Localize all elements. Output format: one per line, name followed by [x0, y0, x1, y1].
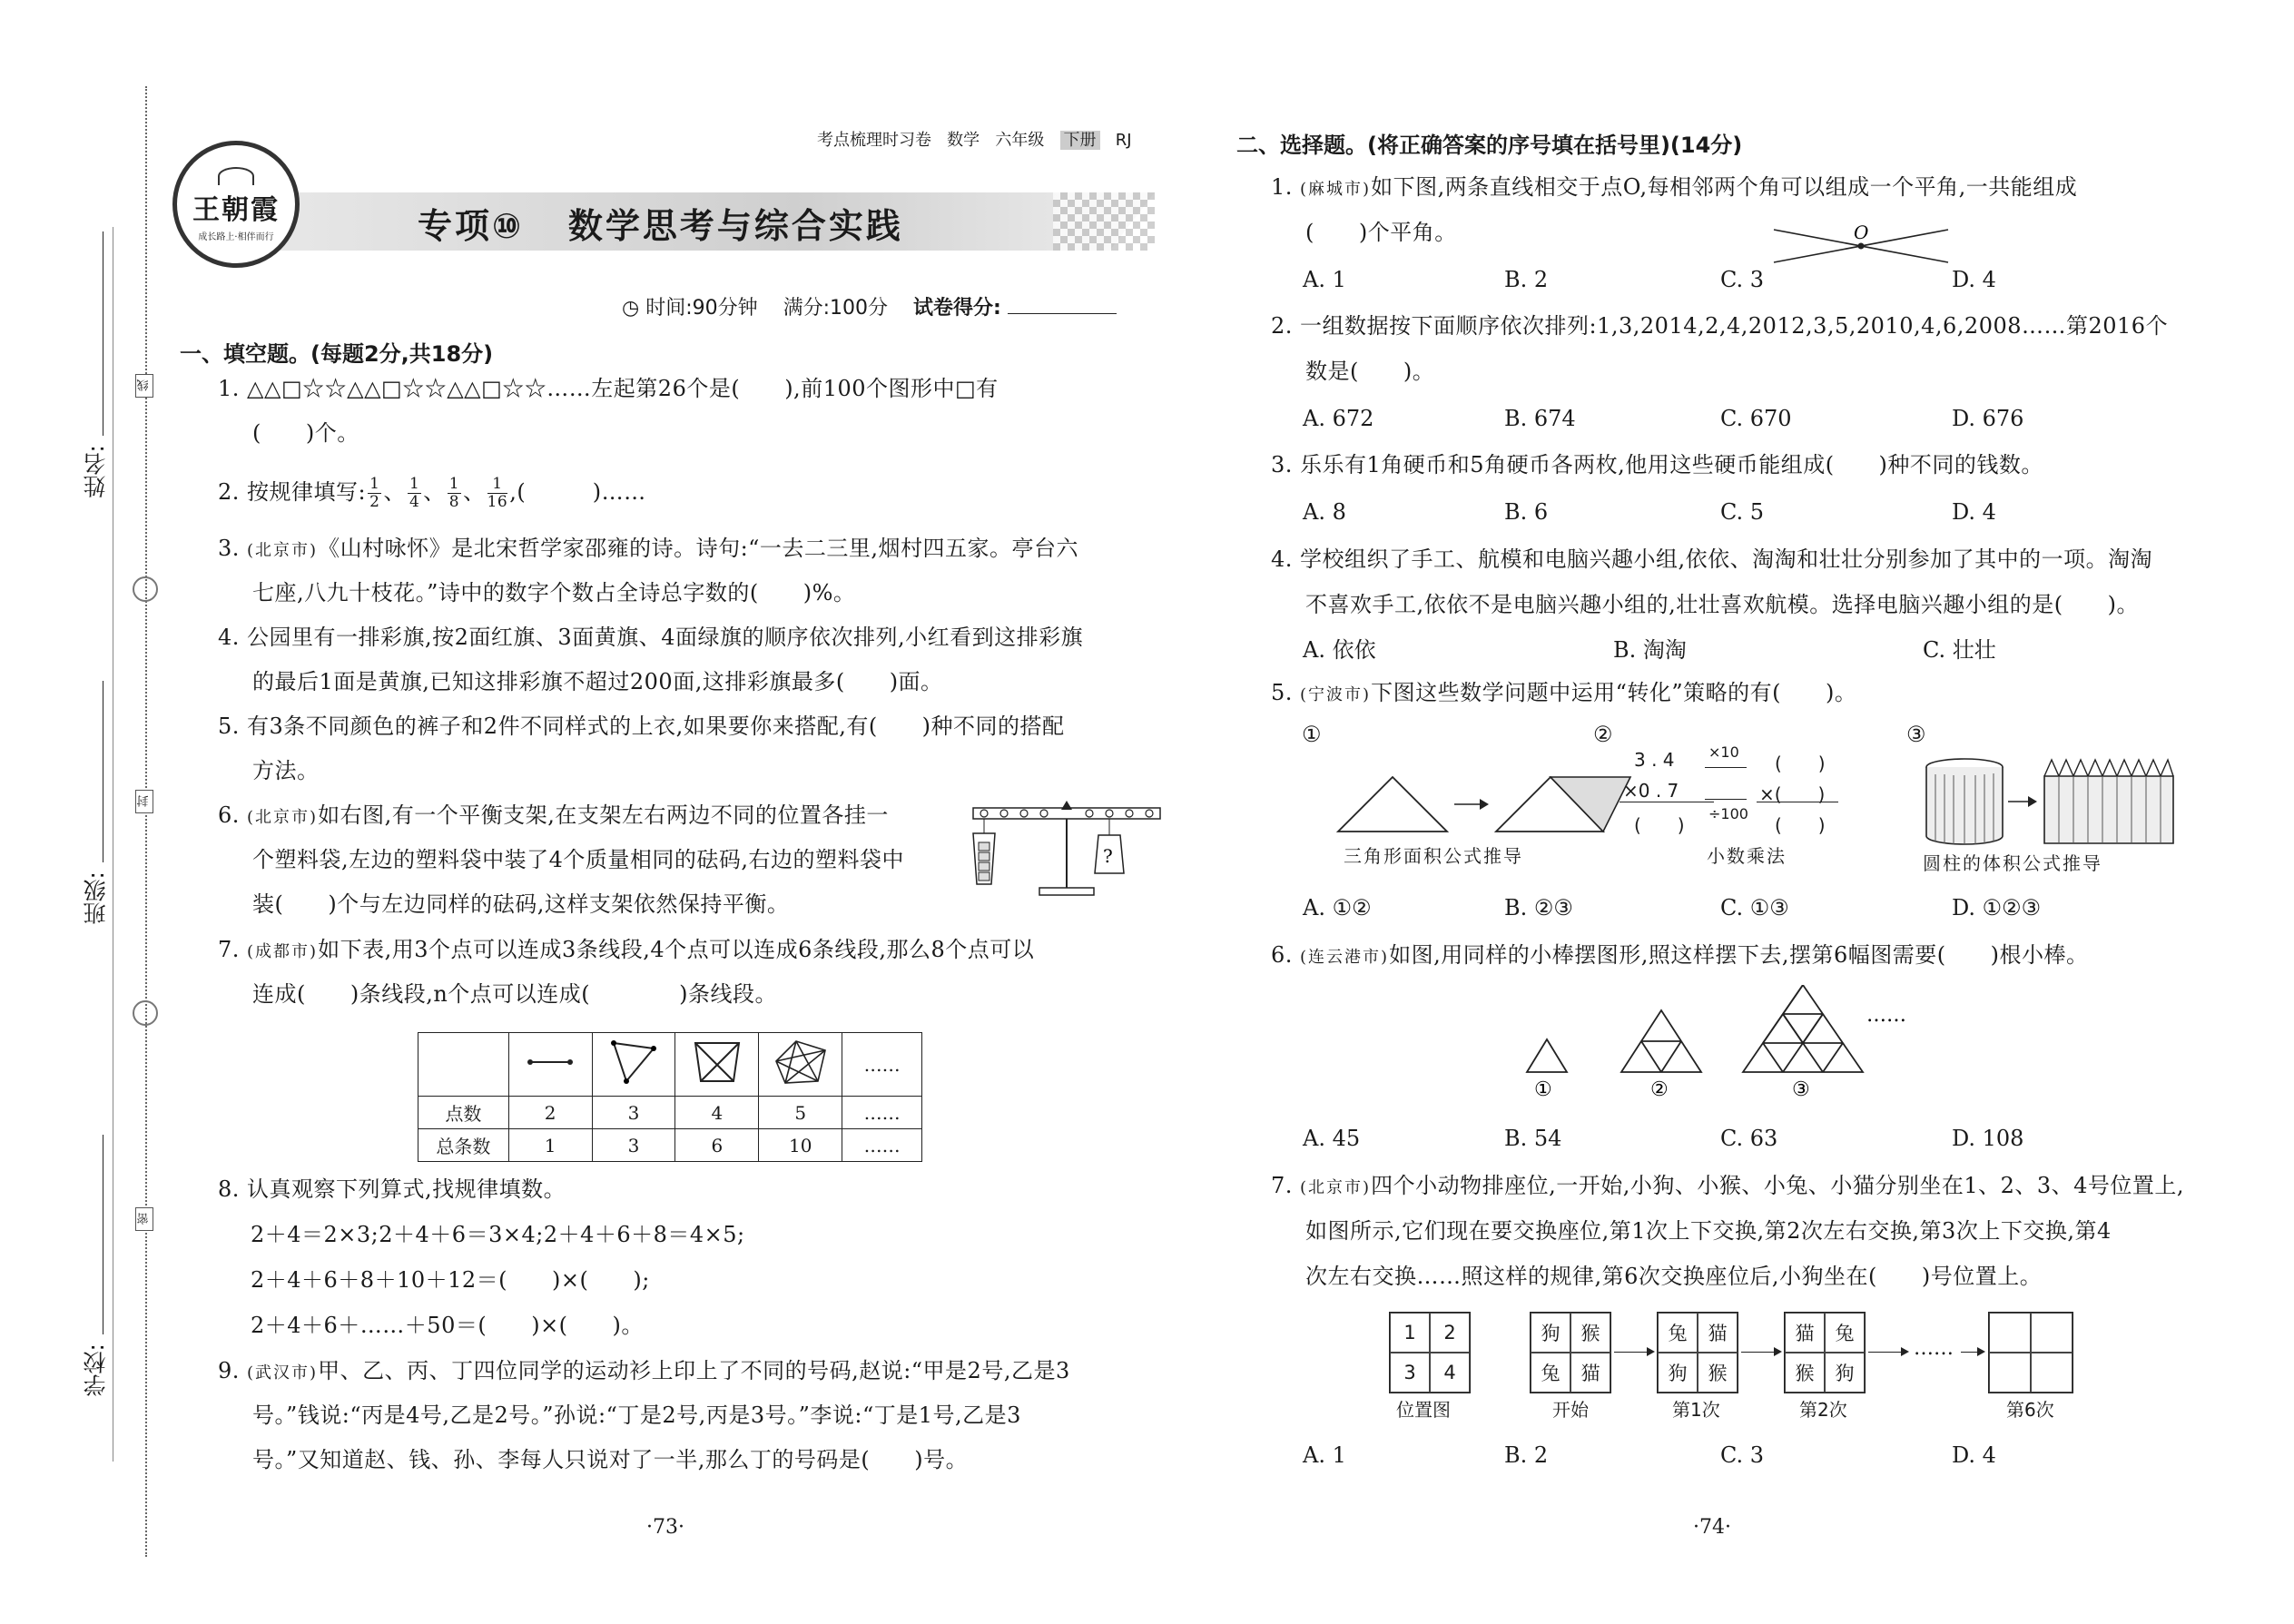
fig7-more: ……	[1914, 1337, 1954, 1360]
cut-mark-line: 线	[135, 374, 153, 398]
l-q2-suffix: ,( )……	[509, 479, 646, 505]
fig6-num-3: ③	[1792, 1078, 1810, 1101]
fig5-caption-1: 三角形面积公式推导	[1344, 845, 1523, 867]
l-q9-line1: 9. (武汉市)甲、乙、丙、丁四位同学的运动衫上印上了不同的号码,赵说:“甲是2号,乙是3	[218, 1358, 1070, 1383]
r-q5-opt-d[interactable]: D. ①②③	[1952, 895, 2042, 920]
r-q4-line1: 4. 学校组织了手工、航模和电脑兴趣小组,依依、淘淘和壮壮分别参加了其中的一项。淘淘	[1271, 546, 2153, 572]
table-row: 点数 2 3 4 5 ……	[418, 1097, 922, 1129]
logo-text: 王朝霞	[192, 193, 280, 226]
subject: 数学	[947, 131, 980, 150]
r-q3-opt-c[interactable]: C. 5	[1720, 499, 1765, 525]
transform-strategy-figure	[1298, 722, 2102, 876]
full-score: 满分:100分	[783, 297, 889, 320]
r-q1-opt-c[interactable]: C. 3	[1720, 267, 1765, 292]
r-q7-line3: 次左右交换……照这样的规律,第6次交换座位后,小狗坐在( )号位置上。	[1305, 1264, 2043, 1289]
l-q3-source: (北京市)	[247, 541, 319, 560]
r-q2-line2: 数是( )。	[1305, 359, 1435, 384]
r-q1-line1: 1. (麻城市)如下图,两条直线相交于点O,每相邻两个角可以组成一个平角,一共能组成	[1271, 174, 2078, 200]
arrow-icon	[1614, 1352, 1650, 1353]
l-q6-line3: 装( )个与左边同样的砝码,这样支架依然保持平衡。	[252, 891, 790, 917]
logo-sub-right: 相伴而行	[237, 231, 274, 242]
fig5-caption-3: 圆柱的体积公式推导	[1923, 852, 2102, 874]
r-q6-line1: 6. (连云港市)如图,用同样的小棒摆图形,照这样摆下去,摆第6幅图需要( )根小棒。	[1271, 942, 2089, 968]
fig5-num-1: ①	[1302, 722, 1322, 747]
binding-dotted-line	[145, 86, 147, 1557]
binding-ornament-1	[133, 576, 158, 602]
seat-swap-figure	[1389, 1312, 2079, 1421]
row-label-lines: 总条数	[418, 1129, 509, 1162]
frac-3: $\frac{1}{8}$	[448, 475, 460, 511]
binding-ornament-2	[133, 1000, 158, 1026]
l-q3-line1: 3. (北京市)《山村咏怀》是北宋哲学家邵雍的诗。诗句:“一去二三里,烟村四五家。亭台六	[218, 536, 1079, 561]
grid-step1: 兔 猫 狗 猴	[1657, 1312, 1738, 1393]
clock-icon: ◷	[622, 297, 640, 320]
topic-name: 数学思考与综合实践	[567, 206, 903, 246]
l-q4-line2: 的最后1面是黄旗,已知这排彩旗不超过200面,这排彩旗最多( )面。	[252, 669, 943, 694]
l-q9-line2: 号。”钱说:“丙是4号,乙是2号。”孙说:“丁是2号,丙是3号。”李说:“丁是1号,乙是3	[252, 1403, 1021, 1428]
table-row	[418, 1033, 922, 1097]
l-q8: 8. 认真观察下列算式,找规律填数。	[218, 1176, 566, 1202]
r-q1-opt-d[interactable]: D. 4	[1952, 267, 1996, 292]
r-q5-opt-a[interactable]: A. ①②	[1303, 895, 1372, 920]
grid-step6[interactable]	[1988, 1312, 2073, 1393]
class-label: 班级:	[83, 871, 109, 925]
r-q6-opt-b[interactable]: B. 54	[1504, 1126, 1562, 1151]
r-q2-opt-d[interactable]: D. 676	[1952, 406, 2024, 431]
decimal-mult-figure: 3 . 4 ×10 ( ) ×0 . 7 ×( ) ÷100 ( ) ( )	[1607, 749, 1843, 840]
volume: 下册	[1060, 131, 1100, 150]
frac-4: $\frac{1}{16}$	[487, 475, 508, 511]
l-q6-line1: 6. (北京市)如右图,有一个平衡支架,在支架左右两边不同的位置各挂一	[218, 802, 889, 828]
grade: 六年级	[995, 131, 1045, 150]
r-q6-source: (连云港市)	[1300, 948, 1390, 967]
l-q7-line1: 7. (成都市)如下表,用3个点可以连成3条线段,4个点可以连成6条线段,那么8个点可以	[218, 937, 1035, 962]
label-position: 位置图	[1396, 1399, 1451, 1421]
r-q2-opt-b[interactable]: B. 674	[1504, 406, 1576, 431]
l-q8-b: 2＋4＋6＋8＋10＋12＝( )×( );	[251, 1267, 650, 1293]
l-q8-a: 2＋4＝2×3;2＋4＋6＝3×4;2＋4＋6＋8＝4×5;	[251, 1222, 745, 1247]
r-q5-source: (宁波市)	[1300, 685, 1372, 704]
svg-text:?: ?	[1103, 845, 1113, 867]
l-q5-line2: 方法。	[252, 758, 320, 783]
fig5-num-2: ②	[1593, 722, 1613, 747]
cut-mark-secret: 密	[135, 1207, 153, 1231]
l-q1-line2: ( )个。	[252, 420, 359, 446]
r-q3-opt-d[interactable]: D. 4	[1952, 499, 1996, 525]
banner-checker	[1053, 192, 1155, 251]
l-q6-line2: 个塑料袋,左边的塑料袋中装了4个质量相同的砝码,右边的塑料袋中	[252, 847, 905, 872]
row-label-points: 点数	[418, 1097, 509, 1129]
r-q3: 3. 乐乐有1角硬币和5角硬币各两枚,他用这些硬币能组成( )种不同的钱数。	[1271, 452, 2043, 477]
time-limit: 时间:90分钟	[645, 297, 758, 320]
topic-number: 专项⑩	[418, 206, 525, 246]
label-step1: 第1次	[1672, 1399, 1720, 1421]
r-q3-opt-b[interactable]: B. 6	[1504, 499, 1549, 525]
graph-3-points	[605, 1036, 663, 1088]
r-q7-opt-d[interactable]: D. 4	[1952, 1442, 1996, 1468]
r-q5-opt-c[interactable]: C. ①③	[1720, 895, 1789, 920]
fig5-caption-2: 小数乘法	[1707, 845, 1787, 867]
arrow-icon	[1961, 1352, 1979, 1353]
r-q4-opt-b[interactable]: B. 淘淘	[1613, 637, 1687, 663]
r-q1-source: (麻城市)	[1300, 180, 1372, 199]
topic-title	[418, 198, 903, 248]
r-q2-opt-c[interactable]: C. 670	[1720, 406, 1792, 431]
r-q1-line2: ( )个平角。	[1305, 220, 1457, 245]
r-q6-opt-c[interactable]: C. 63	[1720, 1126, 1778, 1151]
r-q1-opt-b[interactable]: B. 2	[1504, 267, 1549, 292]
name-label: 姓名:	[83, 445, 109, 498]
point-o-label: O	[1854, 222, 1869, 243]
arrow-icon	[1741, 1352, 1777, 1353]
r-q2-opt-a[interactable]: A. 672	[1303, 406, 1374, 431]
stick-triangles-figure	[1525, 985, 1906, 1103]
balance-figure	[971, 797, 1162, 906]
label-start: 开始	[1552, 1399, 1589, 1421]
r-q6-opt-a[interactable]: A. 45	[1303, 1126, 1361, 1151]
r-q4-opt-a[interactable]: A. 依依	[1303, 637, 1376, 663]
table-more: ……	[842, 1033, 922, 1097]
r-q7-source: (北京市)	[1300, 1178, 1372, 1197]
l-q3-line2: 七座,八九十枝花。”诗中的数字个数占全诗总字数的( )%。	[252, 580, 856, 605]
l-q2: 2. 按规律填写: $\frac{1}{2}$ 、 $\frac{1}{4}$ 、 $\frac{1}{8}$ 、 $\frac{1}{16}$ ,( )……	[218, 475, 646, 511]
r-q5-line1: 5. (宁波市)下图这些数学问题中运用“转化”策略的有( )。	[1271, 680, 1857, 705]
l-q8-c: 2＋4＋6＋……＋50＝( )×( )。	[251, 1313, 644, 1338]
fig5-num-3: ③	[1906, 722, 1926, 747]
r-q2-line1: 2. 一组数据按下面顺序依次排列:1,3,2014,2,4,2012,3,5,2010,4,6,2008……第2016个	[1271, 313, 2169, 339]
page-number-right: ·74·	[1693, 1516, 1731, 1539]
exam-meta	[622, 292, 1117, 320]
l-q7-line2: 连成( )条线段,n个点可以连成( )条线段。	[252, 981, 778, 1007]
frac-1: $\frac{1}{2}$	[369, 475, 380, 511]
cylinder-to-cuboid	[1925, 756, 2179, 847]
fig6-more: ……	[1866, 1004, 1906, 1027]
arrow-icon	[1868, 1352, 1905, 1353]
r-q7-opt-c[interactable]: C. 3	[1720, 1442, 1765, 1468]
frac-2: $\frac{1}{4}$	[409, 475, 420, 511]
r-q5-opt-b[interactable]: B. ②③	[1504, 895, 1573, 920]
fig6-num-2: ②	[1650, 1078, 1669, 1101]
edition: RJ	[1115, 131, 1132, 150]
score-field[interactable]	[1008, 296, 1117, 314]
series-header	[817, 127, 1132, 151]
score-label: 试卷得分:	[913, 297, 1001, 320]
l-q9-source: (武汉市)	[247, 1363, 319, 1383]
table-row: 总条数 1 3 6 10 ……	[418, 1129, 922, 1162]
r-q6-opt-d[interactable]: D. 108	[1952, 1126, 2024, 1151]
triangle-to-parallelogram	[1334, 772, 1634, 835]
grid-step2: 猫 兔 猴 狗	[1784, 1312, 1866, 1393]
l-q7-source: (成都市)	[247, 942, 319, 961]
l-q9-line3: 号。”又知道赵、钱、孙、李每人只说对了一半,那么丁的号码是( )号。	[252, 1447, 969, 1472]
l-q4-line1: 4. 公园里有一排彩旗,按2面红旗、3面黄旗、4面绿旗的顺序依次排列,小红看到这排彩旗	[218, 625, 1084, 650]
section-fill-blank: 一、填空题。(每题2分,共18分)	[180, 341, 494, 367]
r-q7-line1: 7. (北京市)四个小动物排座位,一开始,小狗、小猴、小兔、小猫分别坐在1、2、3、4号位置上,	[1271, 1173, 2185, 1198]
r-q4-line2: 不喜欢手工,依依不是电脑兴趣小组的,壮壮喜欢航模。选择电脑兴趣小组的是( )。	[1305, 592, 2139, 617]
r-q3-opt-a[interactable]: A. 8	[1303, 499, 1346, 525]
grid-position: 1 2 3 4	[1389, 1312, 1471, 1393]
l-q5-line1: 5. 有3条不同颜色的裤子和2件不同样式的上衣,如果要你来搭配,有( )种不同的搭配	[218, 714, 1065, 739]
grid-start: 狗 猴 兔 猫	[1530, 1312, 1611, 1393]
school-label: 学校:	[83, 1343, 109, 1397]
section-choice: 二、选择题。(将正确答案的序号填在括号里)(14分)	[1236, 133, 1743, 158]
cut-mark-seal: 封	[135, 790, 153, 813]
graph-5-points	[769, 1036, 832, 1088]
r-q7-opt-b[interactable]: B. 2	[1504, 1442, 1549, 1468]
logo-sub-left: 成长路上	[198, 231, 235, 242]
points-lines-table	[418, 1032, 922, 1162]
page-number-left: ·73·	[646, 1516, 684, 1539]
label-step2: 第2次	[1799, 1399, 1847, 1421]
graph-4-points	[688, 1036, 746, 1088]
r-q7-line2: 如图所示,它们现在要交换座位,第1次上下交换,第2次左右交换,第3次上下交换,第4	[1305, 1218, 2112, 1244]
logo-crown-icon	[218, 167, 254, 185]
logo-badge: 王朝霞 成长路上·相伴而行	[172, 141, 300, 268]
l-q1-line1: 1. △△□☆☆△△□☆☆△△□☆☆……左起第26个是( ),前100个图形中□有	[218, 376, 999, 401]
l-q6-source: (北京市)	[247, 808, 319, 827]
r-q7-opt-a[interactable]: A. 1	[1303, 1442, 1346, 1468]
intersecting-lines-figure	[1770, 222, 1952, 268]
series-title: 考点梳理时习卷	[817, 131, 931, 150]
graph-2-points	[523, 1044, 577, 1080]
fig6-num-1: ①	[1534, 1078, 1552, 1101]
r-q4-opt-c[interactable]: C. 壮壮	[1923, 637, 1996, 663]
r-q1-opt-a[interactable]: A. 1	[1303, 267, 1346, 292]
l-q2-prefix: 2. 按规律填写:	[218, 479, 367, 505]
label-step6: 第6次	[2006, 1399, 2054, 1421]
